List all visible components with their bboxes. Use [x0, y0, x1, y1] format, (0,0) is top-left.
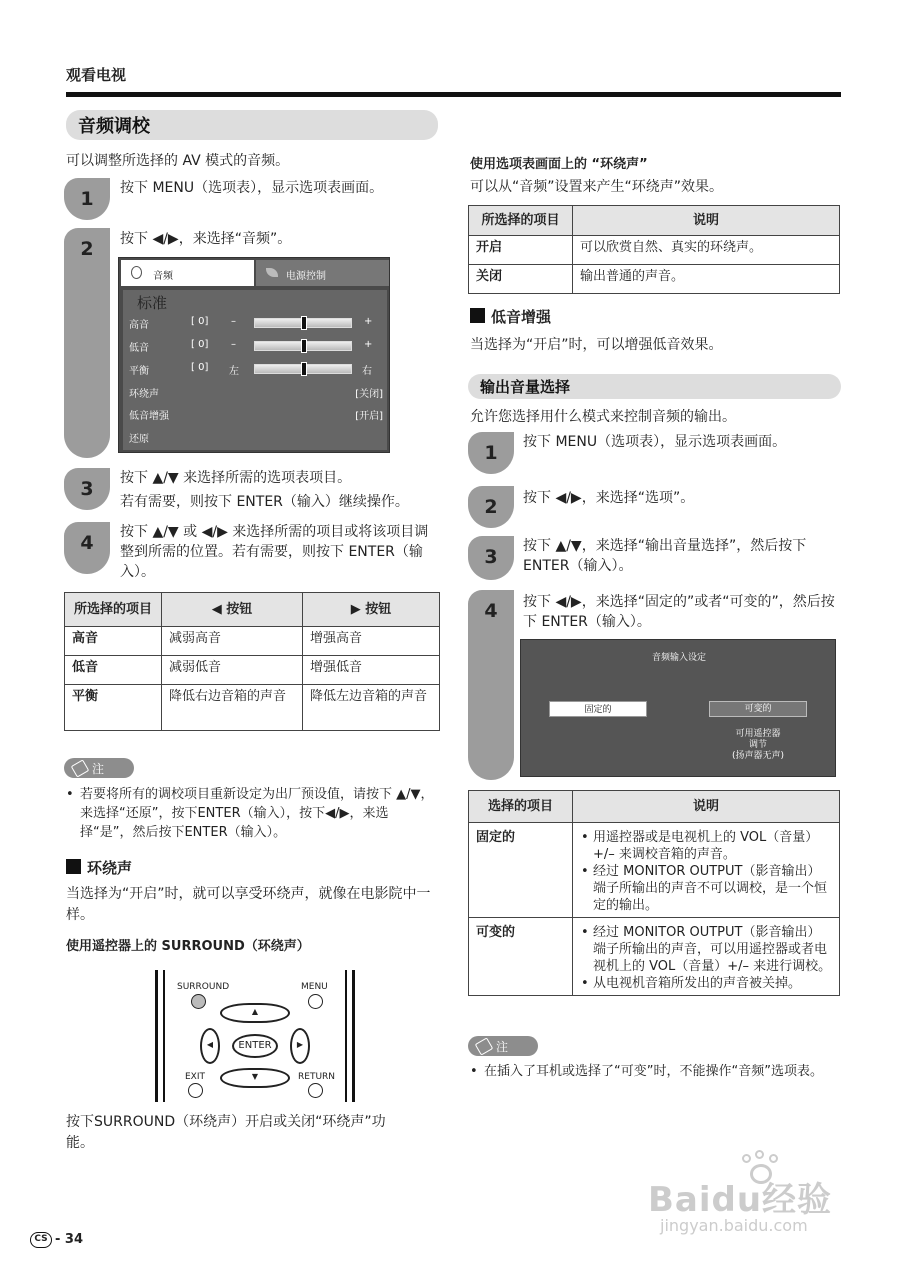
osd-row-bass[interactable]: 低音 [ 0] – +: [129, 339, 373, 354]
right-button[interactable]: ▶: [290, 1028, 310, 1064]
menu-screen-title: 使用选项表画面上的 “环绕声”: [470, 157, 648, 172]
exit-button[interactable]: [188, 1083, 203, 1098]
left-button[interactable]: ◀: [200, 1028, 220, 1064]
variable-sub2: 调节: [748, 740, 767, 750]
remote-illustration: [155, 970, 355, 1102]
watermark-brand: Baidu经验: [648, 1180, 833, 1220]
output-intro: 允许您选择用什么模式来控制音频的输出。: [470, 409, 736, 425]
note-bullet: •: [66, 787, 74, 802]
surround-text: 当选择为“开启”时，就可以享受环绕声，就像在电影院中一样。: [66, 886, 431, 923]
fixed-option[interactable]: 固定的: [549, 701, 647, 717]
note-label: 注: [64, 758, 134, 778]
step-badge: 4: [64, 522, 110, 574]
output-table: 选择的项目 说明 固定的 • 用遥控器或是电视机上的 VOL（音量）+/– 来调校音箱的声音。 • 经过 MONITOR OUTPUT（影音输出）端子所输出的声音不可以调校，是一个恒定的输出。 可变的 • 经过 MONITOR OUTPUT（影音输出）端子所输出的声音，可以用遥控器或者电视机上的 VOL（音量）+/– 来进行调校。 • 从电视机音箱所发出的声音被关掉。: [468, 790, 840, 996]
surround-button[interactable]: [191, 994, 206, 1009]
osd-row-surround[interactable]: 环绕声 [关闭]: [129, 389, 383, 400]
step-text: 若有需要，则按下 ENTER（输入）继续操作。: [120, 494, 409, 510]
remote-text: 按下SURROUND（环绕声）开启或关闭“环绕声”功能。: [66, 1114, 386, 1151]
osd-row-treble[interactable]: 高音 [ 0] – +: [129, 316, 373, 331]
audio-intro: 可以调整所选择的 AV 模式的音频。: [66, 153, 290, 169]
note-bullet: •: [470, 1064, 478, 1079]
button-table: 所选择的项目 ◀ 按钮 ▶ 按钮 高音 减弱高音 增强高音 低音 减弱低音 增强低音 平衡 降低右边音箱的声音 降低左边音箱的声音: [64, 592, 440, 731]
exit-label: EXIT: [185, 1072, 206, 1082]
bass-boost-title: 低音增强: [470, 306, 551, 327]
down-button[interactable]: ▼: [220, 1068, 290, 1088]
step-text: 按下 ◀/▶，来选择“选项”。: [523, 490, 695, 506]
treble-slider[interactable]: [254, 318, 352, 328]
step-badge: 2: [64, 228, 110, 458]
watermark-logo: [648, 1150, 858, 1250]
step-text: 按下 MENU（选项表），显示选项表画面。: [523, 434, 787, 450]
menu-screen-text: 可以从“音频”设置来产生“环绕声”效果。: [470, 179, 724, 195]
menu-label: MENU: [301, 982, 328, 992]
osd-row-reset[interactable]: 还原: [129, 434, 149, 445]
osd-audio-menu: [118, 257, 390, 453]
step-badge: 4: [468, 590, 514, 780]
leaf-icon: [266, 268, 278, 277]
step-badge: 3: [64, 468, 110, 510]
enter-button[interactable]: ENTER: [232, 1034, 278, 1058]
step-text: 按下 ◀/▶，来选择“音频”。: [120, 231, 292, 247]
tab-power-control[interactable]: 电源控制: [256, 260, 389, 286]
step-text: 按下 ▲/▼，来选择“输出音量选择”，然后按下 ENTER（输入）。: [523, 538, 807, 574]
variable-option[interactable]: 可变的: [709, 701, 807, 717]
header-rule: [66, 92, 841, 97]
step-text: 按下 MENU（选项表），显示选项表画面。: [120, 180, 384, 196]
balance-slider[interactable]: [254, 364, 352, 374]
section-title-audio: 音频调校: [66, 110, 438, 140]
note-label: 注: [468, 1036, 538, 1056]
bass-slider[interactable]: [254, 341, 352, 351]
surround-section-title: 环绕声: [66, 857, 132, 878]
section-header: 观看电视: [66, 66, 127, 84]
step-text: 按下 ▲/▼ 或 ◀/▶ 来选择所需的项目或将该项目调整到所需的位置。若有需要，则按下 ENTER（输入）。: [120, 524, 429, 580]
section-title-output: 输出音量选择: [468, 374, 841, 399]
return-button[interactable]: [308, 1083, 323, 1098]
bass-boost-text: 当选择为“开启”时，可以增强低音效果。: [470, 337, 723, 353]
note-text: 在插入了耳机或选择了“可变”时，不能操作“音频”选项表。: [484, 1064, 823, 1079]
osd-output-setting: [520, 639, 836, 777]
cs-badge: CS: [30, 1232, 52, 1248]
tab-audio[interactable]: 音频: [121, 260, 254, 286]
return-label: RETURN: [298, 1072, 336, 1082]
step-text: 按下 ◀/▶，来选择“固定的”或者“可变的”，然后按下 ENTER（输入）。: [523, 594, 835, 630]
step-badge: 3: [468, 536, 514, 580]
step-badge: 2: [468, 486, 514, 528]
variable-sub3: (扬声器无声): [731, 751, 785, 761]
osd-row-balance[interactable]: 平衡 [ 0] 左 右: [129, 362, 372, 377]
step-text: 按下 ▲/▼ 来选择所需的选项表项目。: [120, 470, 352, 486]
watermark-url: jingyan.baidu.com: [660, 1216, 808, 1235]
page-number: - 34: [55, 1232, 84, 1247]
step-badge: 1: [468, 432, 514, 474]
note-text: 若要将所有的调校项目重新设定为出厂预设值，请按下 ▲/▼，来选择“还原”，按下ENTER（输入），按下◀/▶，来选择“是”，然后按下ENTER（输入）。: [80, 787, 434, 840]
osd-output-title: 音频输入设定: [651, 653, 706, 663]
remote-title: 使用遥控器上的 SURROUND（环绕声）: [66, 939, 310, 954]
step-badge: 1: [64, 178, 110, 220]
speaker-icon: [131, 266, 142, 279]
menu-button[interactable]: [308, 994, 323, 1009]
variable-sub1: 可用遥控器: [735, 729, 781, 739]
surround-table: 所选择的项目 说明 开启 可以欣赏自然、真实的环绕声。 关闭 输出普通的声音。: [468, 205, 840, 294]
surround-label: SURROUND: [177, 982, 230, 992]
up-button[interactable]: ▲: [220, 1003, 290, 1023]
osd-mode: 标准: [137, 294, 168, 312]
osd-row-bass-boost[interactable]: 低音增强 [开启]: [129, 411, 383, 422]
